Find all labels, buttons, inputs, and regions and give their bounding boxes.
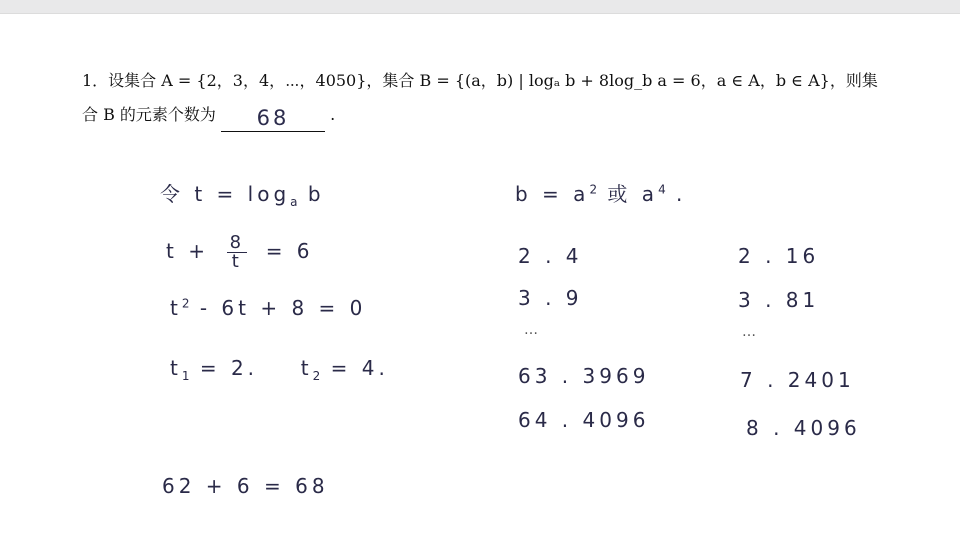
work-let-end: b [297, 182, 325, 206]
problem-line-1: 1．设集合 A = {2，3，4，⋯，4050}，集合 B = {(a，b) | logₐ b + 8log_b a = 6，a ∈ A，b ∈ A}，则集 [82, 71, 878, 90]
work-let-text: 令 t = log [160, 182, 291, 206]
pair-a4-row-1: 2 . 16 [738, 244, 820, 268]
b-equals-text: b = a [515, 182, 590, 206]
pair-a2-ellipsis: … [524, 322, 541, 338]
work-total: 62 + 6 = 68 [162, 474, 329, 498]
work-quad-sup: 2 [181, 296, 190, 311]
pair-a2-row-4: 63 . 3969 [518, 364, 650, 388]
work-let-sub: a [290, 195, 298, 209]
work-t1: t [170, 356, 182, 380]
pair-a2-row-5: 64 . 4096 [518, 408, 650, 432]
pair-a2-row-1: 2 . 4 [518, 244, 583, 268]
work-equation-1 [166, 234, 314, 271]
b-equals-sup1: 2 [589, 182, 598, 197]
work-roots [170, 356, 389, 383]
work-eq1-left: t + [166, 239, 209, 263]
pair-a4-ellipsis: … [742, 324, 759, 340]
work-quadratic [170, 296, 366, 320]
work-t1-rest: = 2. [189, 356, 259, 380]
b-equals-mid: 或 a [597, 182, 659, 206]
problem-line-2 [82, 98, 802, 132]
work-t2: t [300, 356, 313, 380]
work-t1-sub: 1 [181, 369, 190, 383]
problem-statement [82, 64, 878, 132]
work-t2-rest: = 4. [320, 356, 389, 380]
work-let-t [160, 178, 325, 209]
pair-a2-row-2: 3 . 9 [518, 286, 583, 310]
answer-blank [221, 106, 325, 132]
work-eq1-right: = 6 [265, 239, 314, 263]
pair-a4-row-2: 3 . 81 [738, 288, 820, 312]
pair-a4-row-5: 8 . 4096 [746, 416, 861, 440]
answer-value: 68 [256, 106, 290, 130]
problem-line-2-suffix: . [330, 105, 336, 124]
work-quad-t: t [170, 296, 182, 320]
work-t2-sub: 2 [312, 369, 321, 383]
problem-line-2-prefix: 合 B 的元素个数为 [82, 105, 216, 124]
top-bar [0, 0, 960, 14]
work-fraction [227, 234, 247, 271]
b-equals-end: . [665, 182, 687, 206]
work-b-equals [515, 178, 686, 207]
fraction-numerator: 8 [229, 232, 246, 253]
fraction-denominator: t [231, 251, 243, 272]
work-quad-rest: - 6t + 8 = 0 [189, 296, 367, 320]
b-equals-sup2: 4 [658, 182, 666, 197]
pair-a4-row-4: 7 . 2401 [740, 368, 855, 392]
